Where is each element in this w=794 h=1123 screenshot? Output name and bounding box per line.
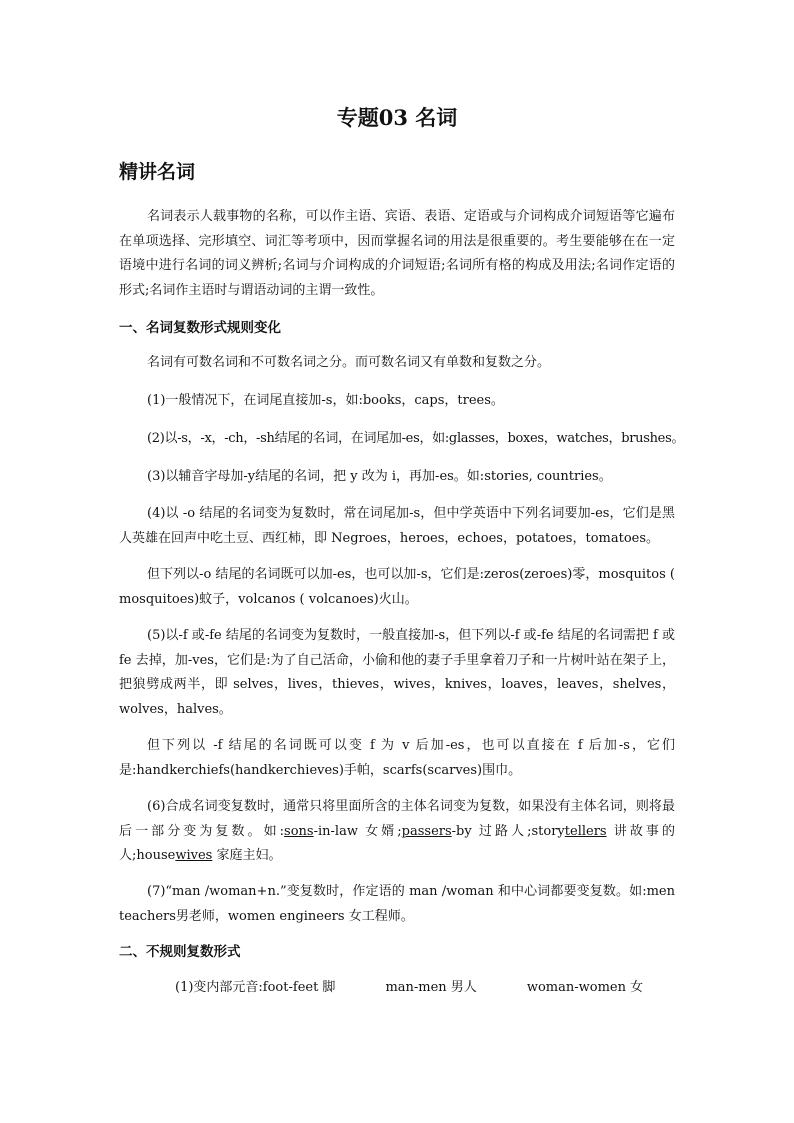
rule-5-exceptions: 但下列以 -f 结尾的名词既可以变 f 为 v 后加-es，也可以直接在 f 后加-s，它们是:handkerchiefs(handkerchieves)手帕，scarfs(scarves)围巾。 bbox=[119, 738, 675, 778]
irregular-item-man: man-men 男人 bbox=[385, 980, 477, 995]
rule-1: (1)一般情况下，在词尾直接加-s，如:books，caps，trees。 bbox=[147, 393, 504, 408]
rule-2: (2)以-s，-x，-ch，-sh结尾的名词，在词尾加-es，如:glasses，boxes，watches，brushes。 bbox=[147, 431, 685, 446]
section-heading: 精讲名词 bbox=[119, 161, 196, 183]
rule-6-underline-wives: wives bbox=[175, 848, 213, 863]
heading-regular-plural: 一、名词复数形式规则变化 bbox=[119, 320, 281, 336]
rule-6-text-a: (6)合成名词变复数时，通常只将里面所含的主体名词变为复数，如果没有主体名词，则将最后一部分变为复数。如: bbox=[119, 799, 675, 839]
heading-irregular-plural: 二、不规则复数形式 bbox=[119, 944, 241, 960]
intro-paragraph: 名词表示人载事物的名称，可以作主语、宾语、表语、定语或与介词构成介词短语等它遍布在单项选择、完形填空、词汇等考项中，因而掌握名词的用法是很重要的。考生要能够在在一定语境中进行名词的词义辨析;名词与介词构成的介词短语;名词所有格的构成及用法;名词作定语的形式;名词作主语时与谓语动词的主谓一致性。 bbox=[119, 209, 675, 298]
rule-6-text-d: 讲故事的人;house bbox=[119, 823, 675, 863]
irregular-item-foot: (1)变内部元音:foot-feet 脚 bbox=[175, 980, 336, 995]
irregular-item-woman: woman-women 女 bbox=[526, 980, 644, 995]
page-title: 专题03 名词 bbox=[336, 105, 458, 130]
rule-3: (3)以辅音字母加-y结尾的名词，把 y 改为 i，再加-es。如:stories, countries。 bbox=[147, 469, 612, 484]
rule-6-text-b: -in-law 女婿; bbox=[313, 823, 402, 839]
rule-5: (5)以-f 或-fe 结尾的名词变为复数时，一般直接加-s，但下列以-f 或-fe 结尾的名词需把 f 或 fe 去掉，加-ves，它们是:为了自己活命，小偷和他的妻子手里拿着刀子和一片树叶站在架子上，把狼劈成两半，即 selves，lives，thieves，wives，knives，loaves，leaves，shelves，wolves，halves。 bbox=[119, 628, 675, 717]
rule-6-text-e: 家庭主妇。 bbox=[212, 848, 282, 863]
rule-6-underline-tellers: tellers bbox=[564, 823, 607, 839]
rule-4-exceptions: 但下列以-o 结尾的名词既可以加-es，也可以加-s，它们是:zeros(zeroes)零，mosquitos ( mosquitoes)蚊子，volcanos ( volcanoes)火山。 bbox=[119, 567, 675, 607]
rule-6-text-c: -by 过路人;story bbox=[451, 823, 565, 839]
irregular-rule-1 bbox=[119, 976, 675, 1001]
rule-4: (4)以 -o 结尾的名词变为复数时，常在词尾加-s，但中学英语中下列名词要加-es，它们是黑人英雄在回声中吃土豆、西红柿，即 Negroes，heroes，echoes，potatoes，tomatoes。 bbox=[119, 506, 675, 546]
rule-6 bbox=[119, 795, 675, 869]
rule-6-underline-sons: sons bbox=[284, 823, 314, 839]
rule-6-underline-passers: passers bbox=[401, 823, 452, 839]
paragraph-countable: 名词有可数名词和不可数名词之分。而可数名词又有单数和复数之分。 bbox=[147, 355, 551, 370]
rule-7: (7)“man /woman+n.”变复数时，作定语的 man /woman 和中心词都要变复数。如:men teachers男老师，women engineers 女工程师。 bbox=[119, 884, 675, 924]
